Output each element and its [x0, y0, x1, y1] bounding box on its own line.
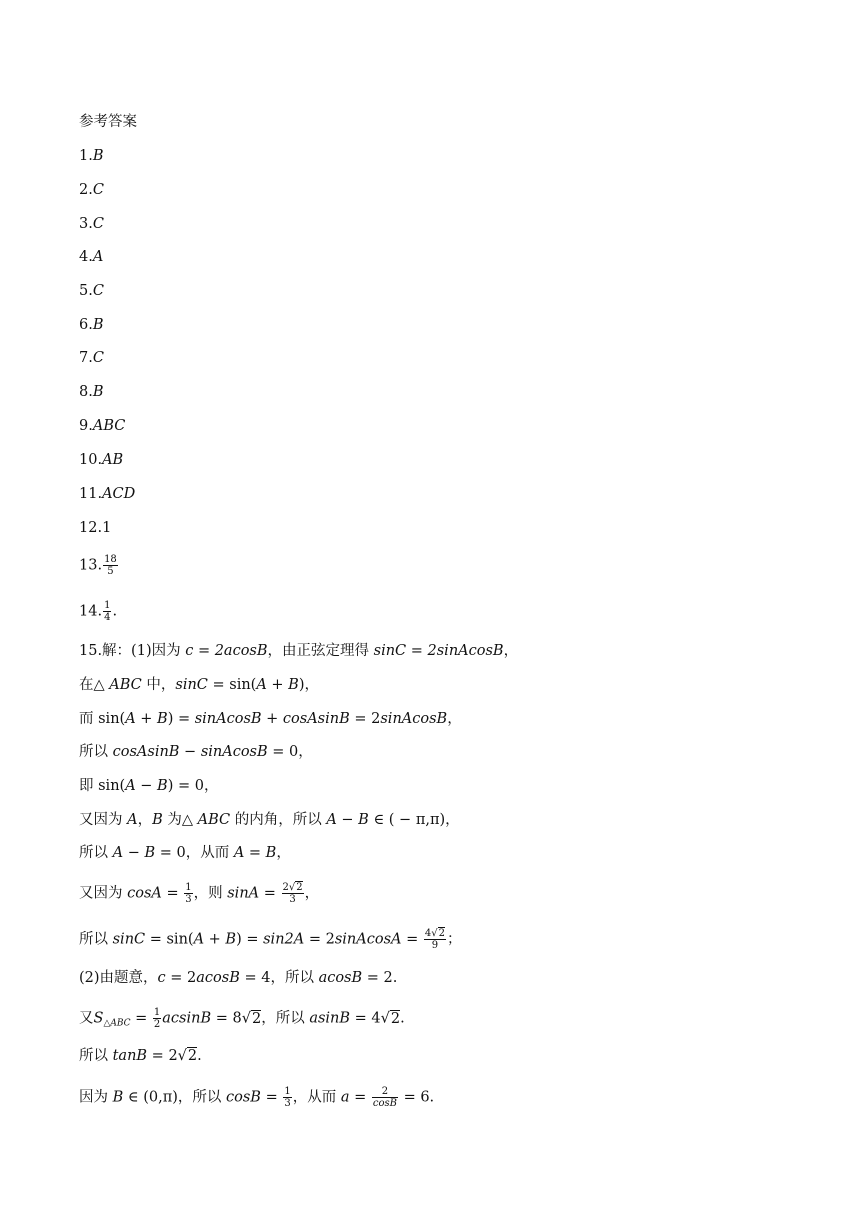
text: ，	[276, 845, 291, 861]
answer-6	[79, 315, 104, 335]
text: = 2	[349, 711, 381, 727]
math: sinC	[175, 677, 208, 693]
text: 所以	[79, 845, 113, 861]
text: ，	[304, 885, 320, 902]
fraction	[372, 1086, 398, 1109]
text: 即 sin(	[79, 778, 126, 794]
answer-5	[79, 281, 104, 301]
radicand: 2	[251, 1010, 262, 1027]
text: .	[197, 1048, 202, 1064]
answer-number: 6.	[79, 317, 93, 333]
answer-10	[79, 450, 123, 470]
answer-12	[79, 518, 111, 538]
text: ) =	[167, 711, 195, 727]
text: ，由正弦定理得	[267, 643, 374, 659]
text: =	[130, 1010, 152, 1027]
answer-number: 2.	[79, 182, 93, 198]
solution-line-1	[79, 641, 518, 661]
math: S	[93, 1010, 104, 1027]
math: A = B	[233, 845, 277, 861]
fraction	[424, 928, 446, 951]
text: =	[401, 931, 423, 948]
answer-number: 9.	[79, 418, 93, 434]
answer-number: 1.	[79, 148, 93, 164]
text: ) =	[236, 931, 264, 948]
denominator: 3	[284, 1098, 291, 1109]
answer-13	[79, 554, 119, 577]
numerator: 1	[185, 882, 192, 893]
math: A + B	[125, 711, 168, 727]
radicand: 2	[390, 1010, 401, 1027]
math: A − B	[112, 845, 156, 861]
text: = 4，所以	[239, 970, 319, 986]
math: sinC	[112, 931, 146, 948]
math: acosB	[318, 970, 363, 986]
solution-line-2	[79, 675, 319, 695]
solution-line-6	[79, 810, 460, 830]
radicand: 2	[187, 1048, 198, 1064]
math: tanB	[112, 1048, 148, 1064]
answer-value: 1	[102, 520, 112, 536]
math: A + B	[256, 677, 299, 693]
math: cosAsinB − sinAcosB	[112, 744, 268, 760]
solution-line-3	[79, 709, 462, 729]
answer-number: 12.	[79, 520, 103, 536]
answer-number: 5.	[79, 283, 93, 299]
math: sinC = 2sinAcosB	[373, 643, 504, 659]
text: =	[349, 1089, 371, 1106]
text: 所以	[79, 931, 113, 948]
denominator: 3	[289, 894, 296, 905]
text: = 2	[165, 970, 197, 986]
text: 而 sin(	[79, 711, 126, 727]
text: 为△	[162, 812, 198, 828]
text: = 6.	[398, 1089, 435, 1106]
text: 的内角，所以	[230, 812, 327, 828]
answer-number: 4.	[79, 249, 93, 265]
text: =	[260, 1089, 283, 1106]
fraction	[184, 882, 192, 905]
math: sinA	[227, 885, 260, 902]
text: = sin(	[207, 677, 257, 693]
answer-value: B	[92, 317, 104, 333]
answer-number: 3.	[79, 216, 93, 232]
denominator: 5	[107, 566, 114, 577]
text: 又	[79, 1010, 94, 1027]
text: = 0，从而	[155, 845, 234, 861]
math: acsinB	[162, 1010, 212, 1027]
solution-line-4	[79, 742, 313, 762]
numerator: 1	[153, 1007, 161, 1018]
answer-value: B	[92, 384, 104, 400]
answer-7	[79, 348, 104, 368]
answer-value: A	[92, 249, 104, 265]
text: = 2	[304, 931, 335, 948]
answer-number: 14.	[79, 603, 103, 620]
answer-number: 10.	[79, 452, 103, 468]
fraction	[283, 1086, 291, 1109]
text: ，	[447, 711, 462, 727]
text: ，所以	[261, 1010, 310, 1027]
heading: 参考答案	[79, 114, 137, 130]
answer-number: 11.	[79, 486, 103, 502]
answer-value: C	[92, 216, 104, 232]
text: =	[259, 885, 281, 902]
text: (2)由题意，	[79, 970, 158, 986]
answer-value: ABC	[92, 418, 126, 434]
answer-number: 13.	[79, 557, 103, 574]
math: c	[157, 970, 166, 986]
math: ABC	[197, 812, 231, 828]
math: B	[152, 812, 163, 828]
numerator: 18	[104, 554, 117, 565]
radicand: 2	[438, 928, 445, 939]
answer-14	[79, 600, 117, 623]
numerator: 1	[104, 600, 111, 611]
denominator: 3	[185, 894, 192, 905]
math: sinAcosB + cosAsinB	[194, 711, 350, 727]
numerator: 2	[372, 1086, 398, 1098]
answer-value: B	[92, 148, 104, 164]
text: ，	[137, 812, 153, 828]
denominator: cosB	[372, 1098, 397, 1109]
text: 又因为	[79, 812, 128, 828]
text: .	[400, 1010, 405, 1027]
solution-line-8	[79, 882, 319, 905]
numerator: 1	[284, 1086, 291, 1097]
answer-number: 8.	[79, 384, 93, 400]
answer-2	[79, 180, 104, 200]
text: ∈ ( − π,π)，	[368, 812, 460, 828]
denominator: 4	[104, 612, 111, 623]
text: ，从而	[292, 1089, 341, 1106]
math: ABC	[109, 677, 142, 693]
text: 所以	[79, 1048, 113, 1064]
answer-11	[79, 484, 135, 504]
math: A + B	[193, 931, 237, 948]
solution-line-12: 所以 tanB = 2√2.	[79, 1048, 202, 1064]
text: = sin(	[145, 931, 194, 948]
solution-line-13	[79, 1086, 434, 1109]
text: 15.解：(1)因为	[79, 643, 186, 659]
solution-line-10	[79, 968, 397, 988]
math: A − B	[125, 778, 168, 794]
text: = 2	[147, 1048, 178, 1064]
math: c = 2acosB	[185, 643, 268, 659]
text: = 8	[211, 1010, 242, 1027]
text: = 4	[350, 1010, 381, 1027]
solution-line-5	[79, 776, 218, 796]
math: sinAcosA	[334, 931, 402, 948]
math: sinAcosB	[380, 711, 448, 727]
answer-1	[79, 146, 104, 166]
text: 又因为	[79, 885, 128, 902]
text: 中，	[141, 677, 176, 693]
text: ∈ (0,π)，所以	[123, 1089, 227, 1106]
subscript: △ABC	[103, 1018, 131, 1029]
math: B	[112, 1089, 124, 1106]
solution-line-9	[79, 928, 461, 951]
text: 4	[424, 928, 432, 939]
math: cosB	[226, 1089, 261, 1106]
fraction	[153, 1007, 161, 1030]
text: 所以	[79, 744, 113, 760]
denominator: 2	[153, 1019, 161, 1030]
numerator: 4√2	[424, 928, 445, 939]
math: a	[340, 1089, 350, 1106]
answer-9	[79, 416, 125, 436]
solution-line-7	[79, 843, 291, 863]
math: cosA	[127, 885, 162, 902]
answer-value: AB	[102, 452, 124, 468]
answer-8	[79, 382, 104, 402]
text: ，	[503, 643, 519, 659]
text: 2	[282, 882, 289, 893]
answer-value: ACD	[102, 486, 136, 502]
denominator: 9	[431, 940, 439, 951]
fraction	[103, 600, 111, 623]
text: = 2.	[362, 970, 398, 986]
math: acosB	[196, 970, 240, 986]
answer-value: C	[92, 283, 104, 299]
text: =	[161, 885, 184, 902]
fraction	[282, 882, 304, 905]
math: A	[127, 812, 138, 828]
text: .	[112, 603, 118, 620]
text: 因为	[79, 1089, 113, 1106]
text: ) = 0，	[167, 778, 219, 794]
text: 在△	[79, 677, 110, 693]
text: )，	[298, 677, 320, 693]
answer-value: C	[92, 350, 104, 366]
radicand: 2	[296, 882, 303, 893]
numerator: 2√2	[282, 882, 303, 893]
math: asinB	[309, 1010, 351, 1027]
answer-number: 7.	[79, 350, 93, 366]
solution-line-11: 又$S_{\triangle ABC}$ = $\frac{1}{2}$ acsinB = 8√2，所以 asinB = 4√2.	[79, 1007, 405, 1030]
math: sin2A	[263, 931, 305, 948]
math: A − B	[326, 812, 369, 828]
answer-3	[79, 214, 104, 234]
text: = 0，	[267, 744, 313, 760]
fraction	[103, 554, 118, 577]
answer-4	[79, 247, 103, 267]
text: ，则	[193, 885, 228, 902]
answer-value: C	[92, 182, 104, 198]
text: ；	[446, 931, 462, 948]
